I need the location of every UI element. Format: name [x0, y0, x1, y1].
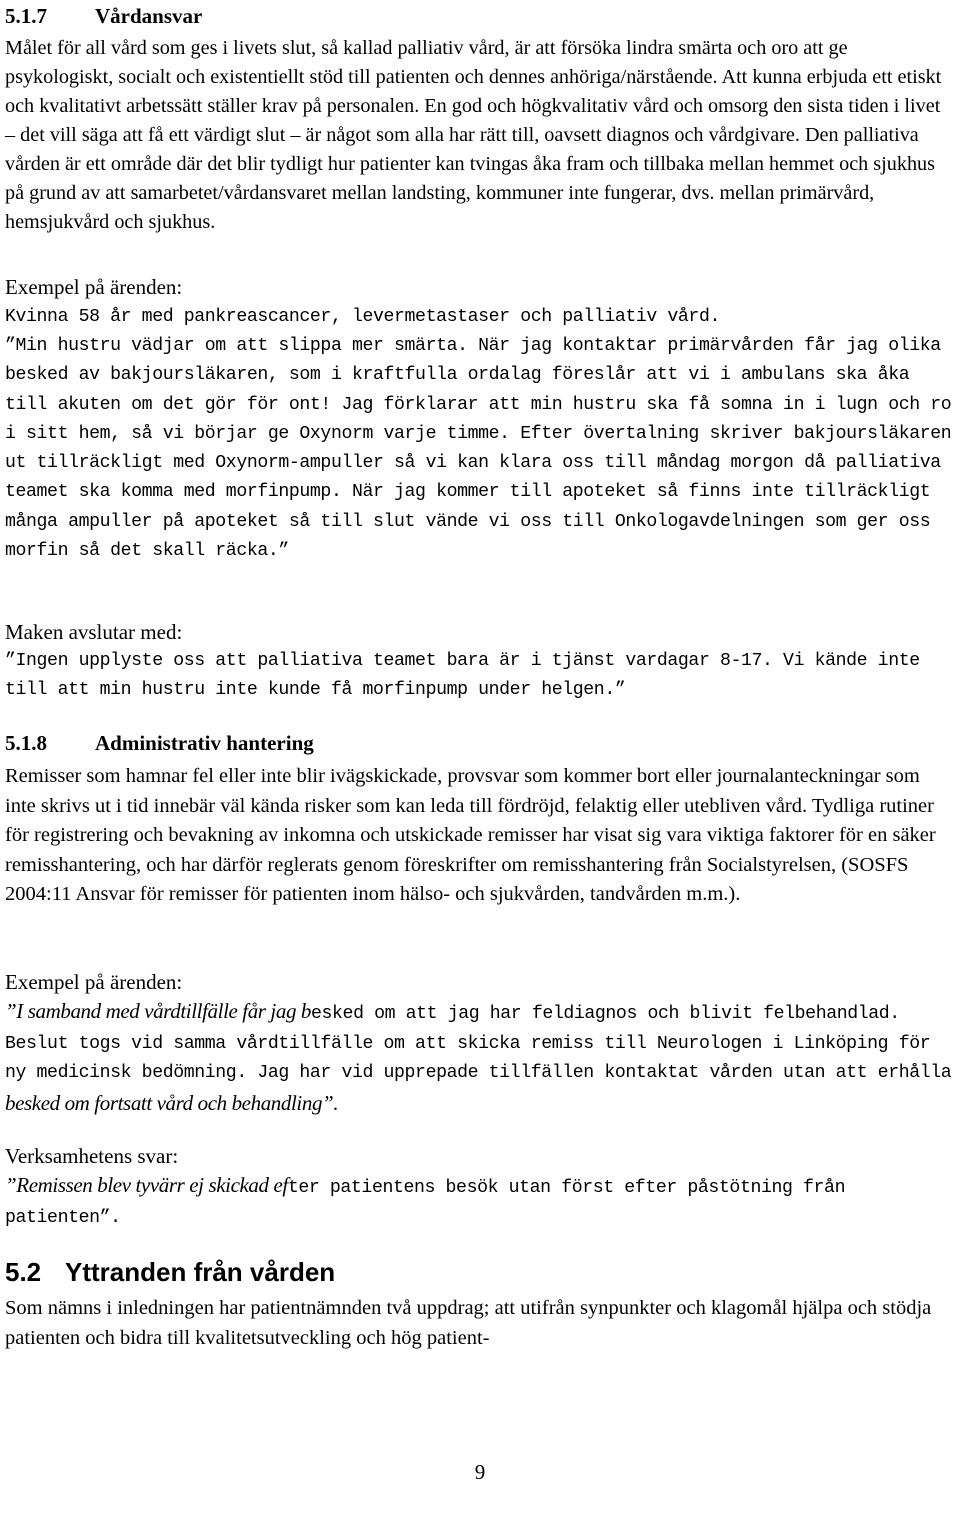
case-intro: Kvinna 58 år med pankreascancer, levermetastaser och palliativ vård. — [5, 307, 720, 327]
reply-quote-italic: ”Remissen blev tyvärr ej skickad ef — [5, 1173, 288, 1197]
body-paragraph: Remisser som hamnar fel eller inte blir ivägskickade, provsvar som kommer bort eller journalanteckningar som inte skrivs ut i tid innebär väl kända risker som kan leda till fördröjd, felaktig eller utebliven vård. Tydliga rutiner för registrering och bevakning av inkomna och utskickade remisser har visat sig vara viktiga faktorer för en säker remisshantering, och har därför reglerats genom föreskrifter om remisshantering från Socialstyrelsen, (SOSFS 2004:11 Ansvar för remisser för patienten inom hälso- och sjukvården, tandvården m.m.). — [5, 765, 936, 905]
section-number: 5.2 — [5, 1257, 42, 1287]
case-conclusion — [5, 617, 955, 705]
example-label: Exempel på ärenden: — [5, 970, 183, 994]
reply-quote-body: ter patientens besök utan först efter påstötning från patienten”. — [5, 1178, 846, 1228]
section-title: Vårdansvar — [95, 4, 203, 28]
section-title: Administrativ hantering — [95, 731, 314, 755]
example-label: Exempel på ärenden: — [5, 275, 183, 299]
conclusion-label: Maken avslutar med: — [5, 620, 183, 644]
section-5-2 — [5, 1255, 955, 1353]
organization-reply — [5, 1141, 955, 1233]
case-quote-italic-end: besked om fortsatt vård och behandling”. — [5, 1090, 339, 1115]
body-paragraph: Som nämns i inledningen har patientnämnden två uppdrag; att utifrån synpunkter och klagomål hjälpa och stödja patienten och bidra till kvalitetsutveckling och hög patient- — [5, 1297, 932, 1349]
section-heading — [5, 727, 955, 759]
case-example-2 — [5, 967, 955, 1121]
case-quote — [5, 997, 955, 1121]
section-title: Yttranden från vården — [65, 1257, 336, 1287]
body-paragraph: Målet för all vård som ges i livets slut, så kallad palliativ vård, är att försöka lindra smärta och oro att ge psykologiskt, socialt och existentiellt stöd till patienten och dennes anhöriga/närstående. Att kunna erbjuda ett etiskt och kvalitativt arbetssätt ställer krav på personalen. En god och högkvalitativ vård och omsorg den sista tiden i livet – det vill säga att få ett värdigt slut – är något som alla har rätt till, oavsett diagnos och vårdgivare. Den palliativa vården är ett område där det blir tydligt hur patienter kan tvingas åka fram och tillbaka mellan hemmet och sjukhus på grund av att samarbetet/vårdansvaret mellan landsting, kommuner inte fungerar, dvs. mellan primärvård, hemsjukvård och sjukhus. — [5, 37, 942, 233]
conclusion-quote: ”Ingen upplyste oss att palliativa teamet bara är i tjänst vardagar 8-17. Vi kände inte till att min hustru inte kunde få morfinpump under helgen.” — [5, 651, 920, 700]
section-5-1-8 — [5, 727, 955, 910]
reply-quote — [5, 1171, 955, 1233]
case-example — [5, 272, 955, 566]
page-number: 9 — [474, 1460, 486, 1484]
section-number: 5.1.8 — [5, 731, 47, 755]
reply-label: Verksamhetens svar: — [5, 1144, 179, 1168]
case-quote-body: esked om att jag har feldiagnos och blivit felbehandlad. Beslut togs vid samma vårdtillfälle om att skicka remiss till Neurologen i Linköping för ny medicinsk bedömning. Jag har vid upprepade tillfällen kontaktat vården utan att erhålla — [5, 1004, 952, 1083]
case-quote-italic-start: ”I samband med vårdtillfälle får jag b — [5, 999, 312, 1023]
section-number: 5.1.7 — [5, 4, 47, 28]
section-heading — [5, 0, 955, 32]
section-5-1-7 — [5, 0, 955, 237]
section-heading — [5, 1255, 955, 1289]
case-quote: ”Min hustru vädjar om att slippa mer smärta. När jag kontaktar primärvården får jag olika besked av bakjoursläkaren, som i kraftfulla ordalag föreslår att vi i ambulans ska åka till akuten om det gör för ont! Jag förklarar att min hustru ska få somna in i lugn och ro i sitt hem, så vi börjar ge Oxynorm varje timme. Efter övertalning skriver bakjoursläkaren ut tillräckligt med Oxynorm-ampuller så vi kan klara oss till måndag morgon då palliativa teamet ska komma med morfinpump. När jag kommer till apoteket så finns inte tillräckligt många ampuller på apoteket så till slut vände vi oss till Onkologavdelningen som ger oss morfin så det skall räcka.” — [5, 336, 952, 562]
